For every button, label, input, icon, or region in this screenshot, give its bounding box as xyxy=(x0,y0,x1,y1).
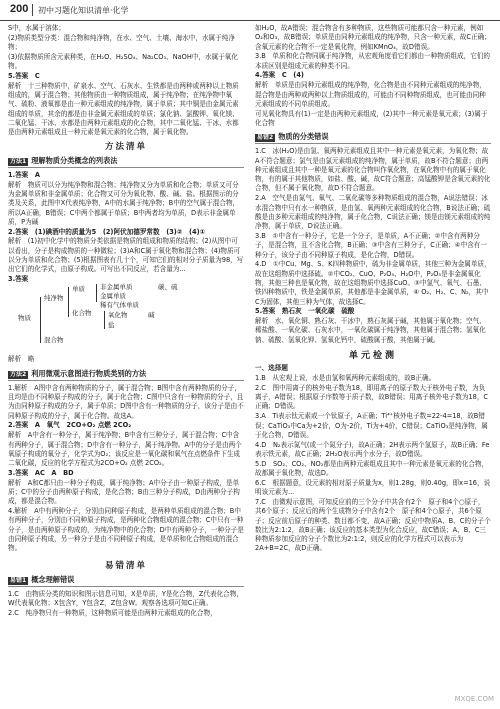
error-heading xyxy=(255,132,491,144)
right-column xyxy=(255,24,491,554)
answer-line: 4.答案 C (4) xyxy=(255,71,304,80)
paragraph: 5.D SO₂、CO₂、NO₂都是由两种元素组成且其中一种元素是氧元素的化合物，故都属于氧化物，故选D。 xyxy=(255,459,489,478)
paragraph: 解析 (1)初中化学中的物质分类依据是物质的组成和物质的结构；(2)从图中可以看出，分子是构成物质的一种微粒；(3)A和C属于氧化物和混合物；(4)物质可以分为单质和化合物；(5)根据图表有几十个，可知它们的相对分子质量为98，写出它们的化学式，由原子构成。可写出不同反应，若含量为... xyxy=(8,237,244,274)
paragraph: 解析 略 xyxy=(8,355,35,364)
answer-line: 1.答案 A xyxy=(8,170,40,179)
tree-node: 氧化物 xyxy=(108,311,128,320)
paragraph: 3.B 单质和化合物同属于纯净物，从宏观角度看它们都由一种物质组成，它们的本质区别是组成元素的种类不同。 xyxy=(255,52,491,70)
paragraph: 3.A Ti表示钛元素或一个钛原子，A正确；Ti⁴⁺核外电子数=22-4=18，故B错误；CaTiO₃中Ca为+2价，O为-2价，Ti为+4价，C错误；CaTiO₃是纯净物，属于化合物，D错误。 xyxy=(255,412,488,439)
page-number: 200 xyxy=(10,3,29,15)
paragraph: 解析 物质可以分为纯净物和混合物；纯净物又分为单质和化合物；单质又可分为金属单质和非金属单质；化合物又可分为氧化物、酸、碱、盐。根据图示的分类及关系，此图中X代表纯净物，A中的水属于纯净物；B中的空气属于混合物，所以A正确，B错误；C中两个都属于单质；B中两者均为单质，D表示非金属单质，P为碱 xyxy=(8,180,240,226)
tree-node: 物质 xyxy=(18,314,31,323)
classification-tree xyxy=(8,283,244,353)
tree-node: 纯净物 xyxy=(44,294,64,303)
tree-node: 金属单质 xyxy=(100,292,126,301)
method-heading xyxy=(8,369,244,381)
tree-node: 盐 xyxy=(108,321,115,330)
tree-bracket xyxy=(104,311,105,329)
tree-node: 化合物 xyxy=(72,309,92,318)
paragraph: (3)依据物质所含元素种类，在H₂O、H₂SO₄、Na₂CO₃、NaOH中，水属于氧化物。 xyxy=(8,52,238,71)
paragraph: 4.D N₂表示氮气(或一个氮分子)，故A正确；2H表示两个氢原子，故B正确；Fe表示铁元素，故C正确；2H₂O表示两个水分子，故D错误。 xyxy=(255,440,490,458)
paragraph: 解析 水、氧化铜、熟石灰、干冰中，熟石灰属于碱，其他属于氧化物；空气、稀盐酸、一氧化碳、石灰水中，一氧化碳属于纯净物，其他属于混合物；氢氧化钠、硫酸、氢氧化钾、氢氧化钙中，硫酸属于酸，其他属于碱。 xyxy=(255,317,486,344)
paragraph: S中，水属于溶体； xyxy=(8,24,65,32)
paragraph: 2.A 空气是由氮气、氧气、二氧化碳等多种物质组成的混合物，A说法错误；冰水混合物中只有水一种物质，是由氢、氧两种元素组成的化合物，B说法正确；硫酸是由多种元素组成的纯净物，属于化合物，C说法正确；镁是由镁元素组成的纯净物，属于单质，D说法正确。 xyxy=(255,194,491,231)
tree-bracket xyxy=(40,297,41,343)
answer-line: 3.答案 xyxy=(8,275,29,284)
paragraph: 解析 十三种物质中，矿泉水、空气、石灰水、生铁都是由两种或两种以上物质组成的，属于混合物；其他物质由一种物质组成，属于纯净物；在纯净物中氧气、硫粉、液氧都是由一种元素组成的纯净物，属于单质；其中铜是由金属元素组成的单质，其余的都是由非金属元素组成的单质；氯化钠、氯酸钾、氧化镁、二氧化锰、干冰、水都是由两种元素组成的化合物，其中二氧化锰、干冰、水都是由两种元素组成且一种元素是氧元素的化合物，属于氧化物。 xyxy=(8,81,239,137)
paragraph: 如H₂O，故A错误；混合物含有多种物质，这些物质可能都只含一种元素，例如O₂和O₃，故B错误；单质是由同种元素组成的纯净物，只含一种元素，故C正确；含氧元素的化合物不一定是氧化物，例如KMnO₄，故D错误。 xyxy=(255,24,491,51)
paragraph: 7.C 由微观示意图，可知反应前的三个分子中共含有2个 原子和4个○原子，共6个原子；反应后的两个生成物分子中含有2个 原子和4个○原子，共6个原子；反应前后原子的种类、数目都不变，故A正确；反应中物质A、B、C的分子个数比为2:1:2，故B正确；该反应的基本类型为化合反应，故C错误；A、B、C三种物质参加反应的分子个数比为2:1:2，则反应的化学方程式可以表示为2A+B=2C，故D正确。 xyxy=(255,497,491,553)
error-tag: 易错1 xyxy=(10,576,27,584)
paragraph: 解析 A中含有一种分子，属于纯净物；B中含有三种分子，属于混合物；C中含有两种分子，属于混合物；D中含有一种分子，属于纯净物。A中的分子是由两个氧原子构成的氧分子，化学式为O₂；该反应是一氧化碳和氧气在点燃条件下生成二氧化碳，反应的化学方程式为2CO+O₂ 点燃 2CO₂。 xyxy=(8,431,242,468)
paragraph: (2)物质类型分类：混合物和纯净物，在水、空气、土壤、海水中，水属于纯净物； xyxy=(8,33,235,52)
paragraph: 1.解析 A图中含有两种物质的分子，属于混合物；B图中含有两种物质的分子，且均是由不同种原子构成的分子，属于化合物；C图中只含有一种物质的分子，且为由同种原子构成的分子，属于单质；D图中含有一种物质的分子，该分子是由不同种原子构成的分子，属于化合物。故选A。 xyxy=(8,383,244,420)
section-title-methods: 方法清单 xyxy=(104,141,147,152)
paragraph: 1.B 从宏观上说，水是由氢和氧两种元素组成的，故B正确。 xyxy=(255,374,436,383)
answer-line: 5.答案 熟石灰 一氧化碳 硫酸 xyxy=(255,307,355,316)
paragraph: 解析 A和C都只由一种分子构成，属于纯净物；A中分子由一种原子构成，是单质；C中的分子由两种原子构成，是化合物；B由三种分子构成，D由两种分子构成，都是混合物。 xyxy=(8,478,240,506)
paragraph: 1.C 由物质分类的知识和图示信息可知，X是单质，Y是化合物，Z代表化合物，W代表氧化物；X包含Y，Y包含Z，Z包含W。观察各选项可知C正确。 xyxy=(8,589,243,608)
answer-line: 2.答案 (1)碘酒中的质量为5 (2)阿伏加德罗常数 (3)② (4)① xyxy=(8,227,206,236)
paragraph: 3.B ①中含有一种分子，它是一个分子，是单质，A不正确；②中含有两种分子，是混合物，且不含化合物，B正确；③中含有三种分子，C正确；④中含有一种分子，该分子由不同种原子构成，是化合物，D错误。 xyxy=(255,231,487,259)
watermark: MXQE.COM xyxy=(454,695,494,703)
tree-node: 稀有气体单质 xyxy=(100,301,139,310)
error-tag: 易错2 xyxy=(257,134,274,142)
section-title-errors: 易错清单 xyxy=(104,560,147,571)
paragraph: 解析 单质是由同种元素组成的纯净物，化合物是由不同种元素组成的纯净物，混合物是由两种或两种以上物质组成的，可能由不同种物质组成，也可能由同种元素组成的不同单质组成。 xyxy=(255,81,486,108)
error-title: 概念理解错误 xyxy=(31,574,75,584)
paragraph: 4.解析 A中有两种分子，分别由同种原子构成，是两种单质组成的混合物；B中有两种分子，分别由不同种原子构成，是两种化合物组成的混合物；C中只有一种分子，是由两种原子构成的，为纯净物中的化合物；D中有两种分子，一种分子是由同种原子构成，另一种分子是由不同种原子构成，是单质和化合物组成的混合物。 xyxy=(8,507,244,553)
paragraph: 2.C 纯净物只有一种物质，这种物质可能是由两种元素组成的化合物， xyxy=(8,608,217,617)
paragraph: 可见氧化物具有(1)一定是由两种元素组成，(2)其中一种元素是氧元素；(3)属于化合物 xyxy=(255,109,488,127)
paragraph: 6.C 根据题意，设元素的相对原子质量为x，则1.28g，则0.40g，即x=16，说明该元素为... xyxy=(255,478,491,497)
left-column xyxy=(8,24,244,619)
paragraph: 2.C 图中用离子的核外电子数为18，即用离子的原子数大于核外电子数，为负离子，A错误；根据原子序数等于质子数，故B错误；用离子核外电子数为18，C正确；D错误。 xyxy=(255,383,489,411)
answer-line: 2.答案 A 氧气 2CO+O₂ 点燃 2CO₂ xyxy=(8,421,132,430)
answer-line: 3.答案 AC A BD xyxy=(8,468,74,477)
subsection-title: 一、选择题 xyxy=(255,364,288,373)
page-header xyxy=(0,0,500,21)
error-title: 物质的分类错误 xyxy=(278,132,329,142)
method-title: 理解物质分类概念的列表法 xyxy=(31,155,118,165)
tree-node: 单质 xyxy=(72,285,85,294)
paragraph: 1.C 冰(H₂O)是由氢、氧两种元素组成且其中一种元素是氧元素，为氧化物；故A不符合题意；氯气是由氯元素组成的纯净物，属于单质，故B不符合题意；由两种元素组成且其中一种是氧元素的化合物叫作氧化物，在氧化物中有的属于氧化物，有的属于其他物质，如盐、酸、碱，故C符合题意；高锰酸钾是含氧元素的化合物，但不属于氧化物，故D不符合题意。 xyxy=(255,147,491,193)
tree-bracket xyxy=(96,284,97,302)
tree-node: 碱 xyxy=(148,311,155,320)
section-title-unit-test: 单元检测 xyxy=(348,351,397,361)
answer-line: 5.答案 C xyxy=(8,71,40,80)
tree-bracket xyxy=(68,287,69,317)
method-tag: 方法1 xyxy=(10,157,27,165)
tree-node: 碳、硫 xyxy=(158,283,178,292)
error-heading xyxy=(8,575,244,587)
header-divider xyxy=(32,4,33,16)
method-title: 利用微观示意图进行物质类别的方法 xyxy=(31,368,147,378)
paragraph: 4.D ①中Cu、Mg、S、K四种物质中，硫为非金属单质，其他三种为金属单质，故在这组物质中选择硫。②中CO₂、CuO、P₂O₅、H₂O中，P₂O₅是非金属氧化物，其他三种也是氧化物，故在这组物质中选择CuO。③中氢气、氧气、石墨、铁四种物质中，铁是金属单质，其他都是非金属单质，④ O₂、H₂、C、N₂，其中C为固体，其他三种为气体，故选择C。 xyxy=(255,260,491,306)
book-title: 初中习题化知识清单·化学 xyxy=(38,6,129,15)
method-tag: 方法2 xyxy=(10,370,27,378)
tree-node: 非金属单质 xyxy=(100,283,133,292)
tree-node: 混合物 xyxy=(44,336,64,345)
method-heading xyxy=(8,156,244,168)
